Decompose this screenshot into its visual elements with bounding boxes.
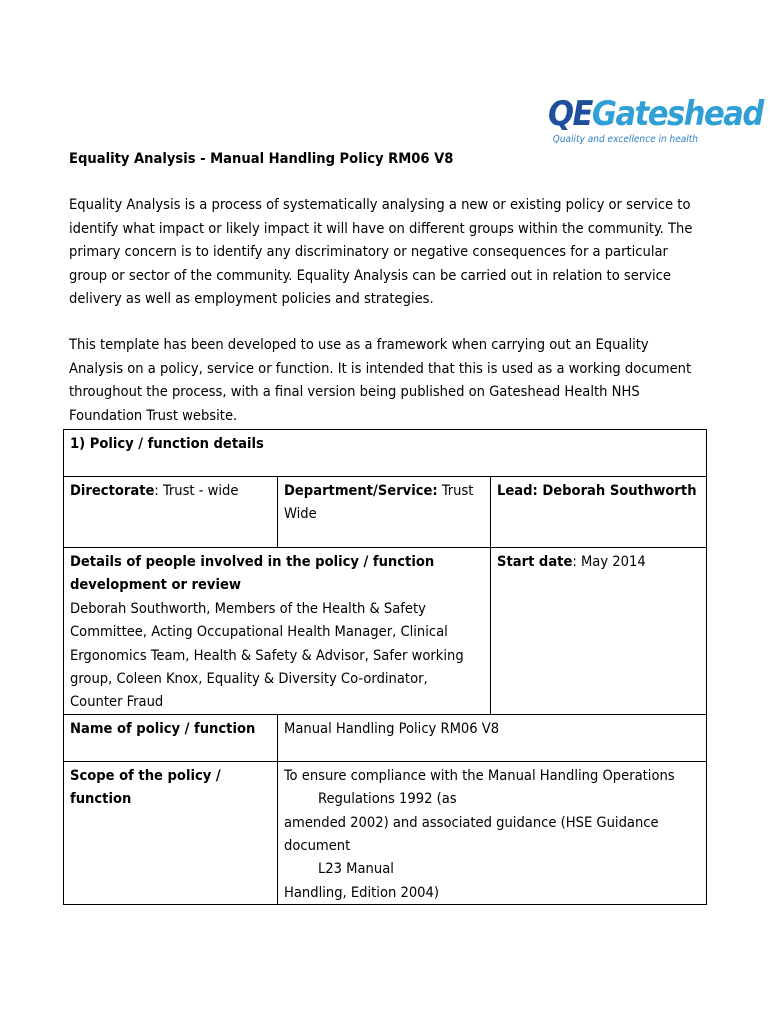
scope-label: Scope of the policy / function <box>64 761 278 904</box>
table-row <box>64 548 707 715</box>
section-header: 1) Policy / function details <box>64 430 707 477</box>
table-row <box>64 761 707 904</box>
lead-cell: Lead: Deborah Southworth <box>491 477 707 548</box>
scope-value: To ensure compliance with the Manual Handling Operations Regulations 1992 (as amended 2002) and associated guidance (HSE Guidance document L23 Manual Handling, Edition 2004) <box>278 761 707 904</box>
template-paragraph: This template has been developed to use as a framework when carrying out an Equality Analysis on a policy, service or function. It is intended that this is used as a working document throughout the process, with a final version being published on Gateshead Health NHS Foundation Trust website. <box>69 336 692 424</box>
people-involved-cell: Details of people involved in the policy / function development or review Deborah Southworth, Members of the Health & Safety Committee, Acting Occupational Health Manager, Clinical Ergonomics Team, Health & Safety & Advisor, Safer working group, Coleen Knox, Equality & Diversity Co-ordinator, Counter Fraud <box>64 548 491 715</box>
table-row <box>64 430 707 477</box>
directorate-cell: Directorate: Trust - wide <box>64 477 278 548</box>
logo-tagline: Quality and excellence in health <box>552 134 698 145</box>
policy-name-label: Name of policy / function <box>64 714 278 761</box>
policy-details-table <box>63 429 707 905</box>
page-title: Equality Analysis - Manual Handling Policy RM06 V8 <box>69 150 454 167</box>
document-body <box>69 147 705 427</box>
start-date-cell: Start date: May 2014 <box>491 548 707 715</box>
intro-paragraph: Equality Analysis is a process of systematically analysing a new or existing policy or service to identify what impact or likely impact it will have on different groups within the community. The primary concern is to identify any discriminatory or negative consequences for a particular group or sector of the community. Equality Analysis can be carried out in relation to service delivery as well as employment policies and strategies. <box>69 196 693 308</box>
qe-gateshead-logo <box>548 94 763 150</box>
table-row <box>64 477 707 548</box>
table-row <box>64 714 707 761</box>
department-cell: Department/Service: Trust Wide <box>278 477 491 548</box>
logo-wordmark: QEGateshead <box>548 94 763 134</box>
policy-name-value: Manual Handling Policy RM06 V8 <box>278 714 707 761</box>
